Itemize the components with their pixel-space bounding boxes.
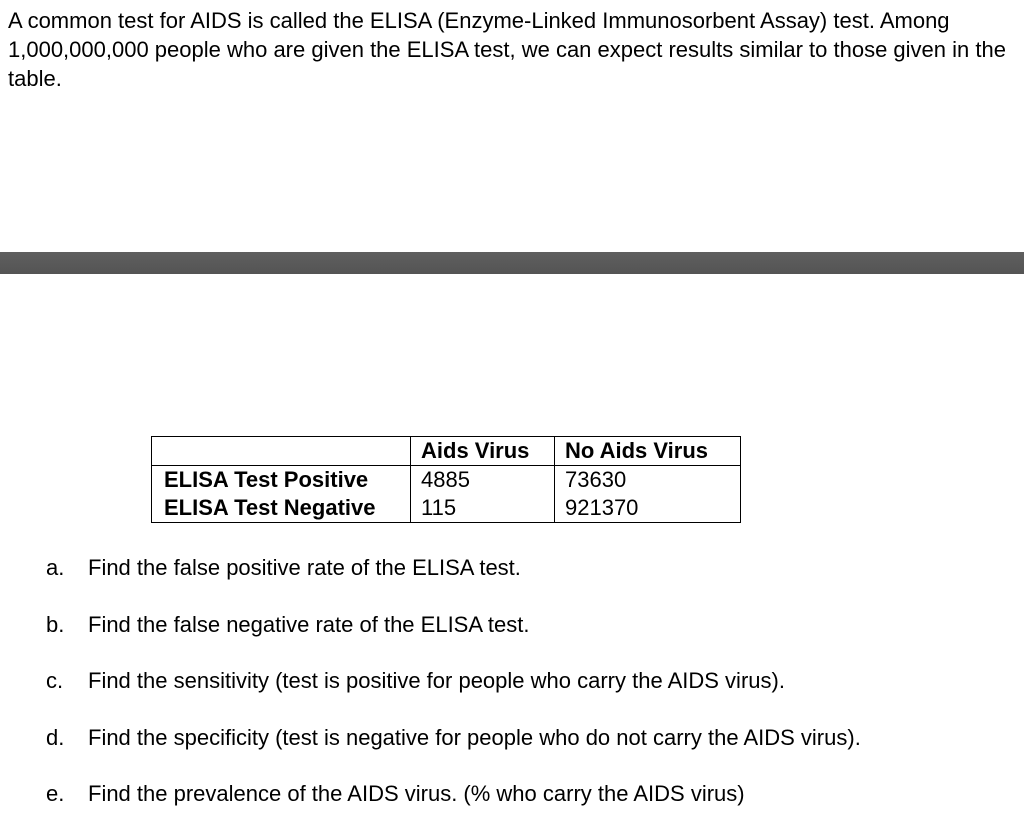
cell-positive-no-aids: 73630 <box>555 466 741 495</box>
question-marker: e. <box>46 781 65 806</box>
table-header-row <box>152 437 741 466</box>
table-corner-cell <box>152 437 411 466</box>
question-text: Find the false negative rate of the ELISA test. <box>88 611 530 637</box>
elisa-results-table <box>151 436 741 523</box>
question-text: Find the specificity (test is negative for people who do not carry the AIDS virus). <box>88 724 861 750</box>
question-text: Find the prevalence of the AIDS virus. (% who carry the AIDS virus) <box>88 781 745 806</box>
intro-paragraph: A common test for AIDS is called the ELISA (Enzyme-Linked Immunosorbent Assay) test. Among 1,000,000,000 people who are given the ELISA test, we can expect results similar to those given in the table. <box>8 8 1006 91</box>
cell-negative-aids: 115 <box>411 494 555 523</box>
cell-negative-no-aids: 921370 <box>555 494 741 523</box>
column-header-no-aids-virus: No Aids Virus <box>555 437 741 466</box>
cell-positive-aids: 4885 <box>411 466 555 495</box>
table-row-test-positive <box>152 466 741 495</box>
question-text: Find the false positive rate of the ELISA test. <box>88 555 521 580</box>
question-marker: b. <box>46 611 65 637</box>
table-row-test-negative <box>152 494 741 523</box>
question-marker: a. <box>46 555 65 580</box>
row-label-test-positive: ELISA Test Positive <box>152 466 411 495</box>
question-text: Find the sensitivity (test is positive for people who carry the AIDS virus). <box>88 668 785 693</box>
row-label-test-negative: ELISA Test Negative <box>152 494 411 523</box>
column-header-aids-virus: Aids Virus <box>411 437 555 466</box>
question-marker: d. <box>46 724 65 750</box>
section-divider-bar <box>0 252 1024 274</box>
question-marker: c. <box>46 668 64 693</box>
